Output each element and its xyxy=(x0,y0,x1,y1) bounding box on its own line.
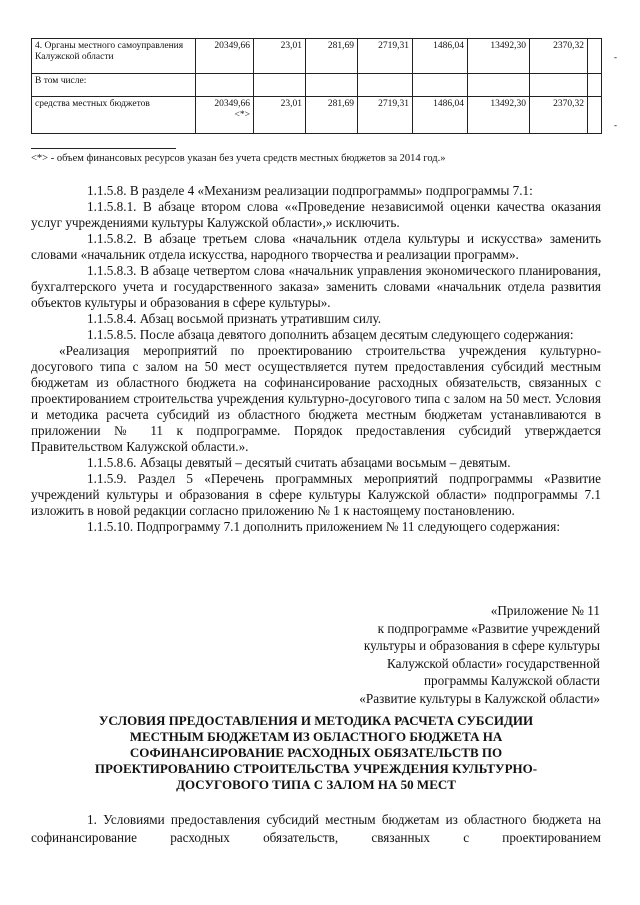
table-cell xyxy=(468,74,530,97)
paragraph: 1. Условиями предоставления субсидий местным бюджетам из областного бюджета на софинансирование расходных обязательств, связанных с проектированием xyxy=(31,812,601,845)
row-label: В том числе: xyxy=(32,74,196,97)
footnote: <*> - объем финансовых ресурсов указан без учета средств местных бюджетов за 2014 год.» xyxy=(31,153,446,164)
appendix-line: программы Калужской области xyxy=(423,673,600,688)
section-heading xyxy=(31,713,601,793)
table-cell: 20349,66 <*> xyxy=(196,97,254,134)
table-cell xyxy=(588,97,602,134)
heading-line: ПРОЕКТИРОВАНИЮ СТРОИТЕЛЬСТВА УЧРЕЖДЕНИЯ КУЛЬТУРНО- xyxy=(94,761,538,776)
heading-line: МЕСТНЫМ БЮДЖЕТАМ ИЗ ОБЛАСТНОГО БЮДЖЕТА НА xyxy=(129,729,503,744)
paragraph: 1.1.5.9. Раздел 5 «Перечень программных мероприятий подпрограммы «Развитие учреждений культуры и образования в сфере культуры Калужской области» подпрограммы 7.1 изложить в новой редакции согласно приложению № 1 к настоящему постановлению. xyxy=(31,471,601,518)
table-cell xyxy=(306,74,358,97)
paragraph: 1.1.5.8. В разделе 4 «Механизм реализации подпрограммы» подпрограммы 7.1: xyxy=(87,183,533,198)
financing-table xyxy=(31,38,602,134)
table-cell: 20349,66 xyxy=(196,39,254,74)
heading-line: УСЛОВИЯ ПРЕДОСТАВЛЕНИЯ И МЕТОДИКА РАСЧЕТА СУБСИДИИ xyxy=(98,713,534,728)
final-section xyxy=(31,811,601,847)
table-cell: 2719,31 xyxy=(358,39,413,74)
table-row xyxy=(32,97,602,134)
table-cell: 2370,32 xyxy=(530,97,588,134)
table-cell: 23,01 xyxy=(254,97,306,134)
appendix-line: Калужской области» государственной xyxy=(387,655,600,671)
table-row xyxy=(32,74,602,97)
table-cell xyxy=(413,74,468,97)
table-cell: 2719,31 xyxy=(358,97,413,134)
paragraph: 1.1.5.10. Подпрограмму 7.1 дополнить приложением № 11 следующего содержания: xyxy=(87,519,561,534)
appendix-reference xyxy=(290,602,600,707)
table-cell xyxy=(530,74,588,97)
table-cell: 13492,30 xyxy=(468,39,530,74)
quoted-paragraph: «Реализация мероприятий по проектированию строительства учреждения культурно-досугового типа с залом на 50 мест осуществляется путем предоставления субсидий местным бюджетам из областного бюджета на софинансирование расходных обязательств, связанных с проектированием строительства учреждения культурно-досугового типа с залом на 50 мест. Условия и методика расчета субсидий из областного бюджета местным бюджетам устанавливаются в приложении № 11 к подпрограмме. Порядок предоставления субсидий утверждается Правительством Калужской области.». xyxy=(31,343,601,454)
paragraph: 1.1.5.8.2. В абзаце третьем слова «начальник отдела культуры и искусства» заменить словами «начальник отдела искусства, народного творчества и реализации программ». xyxy=(31,231,601,262)
table-cell: 13492,30 xyxy=(468,97,530,134)
table-cell: 281,69 xyxy=(306,39,358,74)
paragraph: 1.1.5.8.4. Абзац восьмой признать утратившим силу. xyxy=(87,311,382,326)
table-cell: 1486,04 xyxy=(413,39,468,74)
paragraph: 1.1.5.8.5. После абзаца девятого дополнить абзацем десятым следующего содержания: xyxy=(87,327,574,342)
table-cell xyxy=(588,74,602,97)
paragraph: 1.1.5.8.3. В абзаце четвертом слова «начальник управления экономического планирования, бухгалтерского учета и государственного заказа» заменить словами «начальник отдела развития объектов культуры и образования в сфере культуры». xyxy=(31,263,601,310)
appendix-line: культуры и образования в сфере культуры xyxy=(363,638,600,653)
heading-line: ДОСУГОВОГО ТИПА С ЗАЛОМ НА 50 МЕСТ xyxy=(176,777,456,792)
table-cell: 281,69 xyxy=(306,97,358,134)
paragraph: 1.1.5.8.1. В абзаце втором слова ««Проведение независимой оценки качества оказания услуг учреждениями культуры Калужской области»,» исключить. xyxy=(31,199,601,230)
table-cell xyxy=(254,74,306,97)
heading-line: СОФИНАНСИРОВАНИЕ РАСХОДНЫХ ОБЯЗАТЕЛЬСТВ ПО xyxy=(129,745,503,760)
table-cell: 23,01 xyxy=(254,39,306,74)
table-cell xyxy=(358,74,413,97)
side-mark: - xyxy=(614,52,617,62)
footnote-divider xyxy=(31,148,176,149)
appendix-line: «Развитие культуры в Калужской области» xyxy=(359,690,600,706)
row-label: 4. Органы местного самоуправления Калужской области xyxy=(32,39,196,74)
row-label: средства местных бюджетов xyxy=(32,97,196,134)
appendix-line: «Приложение № 11 xyxy=(490,603,600,618)
table-cell: 1486,04 xyxy=(413,97,468,134)
table-cell xyxy=(196,74,254,97)
side-mark: - xyxy=(614,120,617,130)
table-row xyxy=(32,39,602,74)
document-body xyxy=(31,183,601,535)
table-cell xyxy=(588,39,602,74)
paragraph: 1.1.5.8.6. Абзацы девятый – десятый считать абзацами восьмым – девятым. xyxy=(87,455,511,470)
table-cell: 2370,32 xyxy=(530,39,588,74)
appendix-line: к подпрограмме «Развитие учреждений xyxy=(377,620,600,636)
